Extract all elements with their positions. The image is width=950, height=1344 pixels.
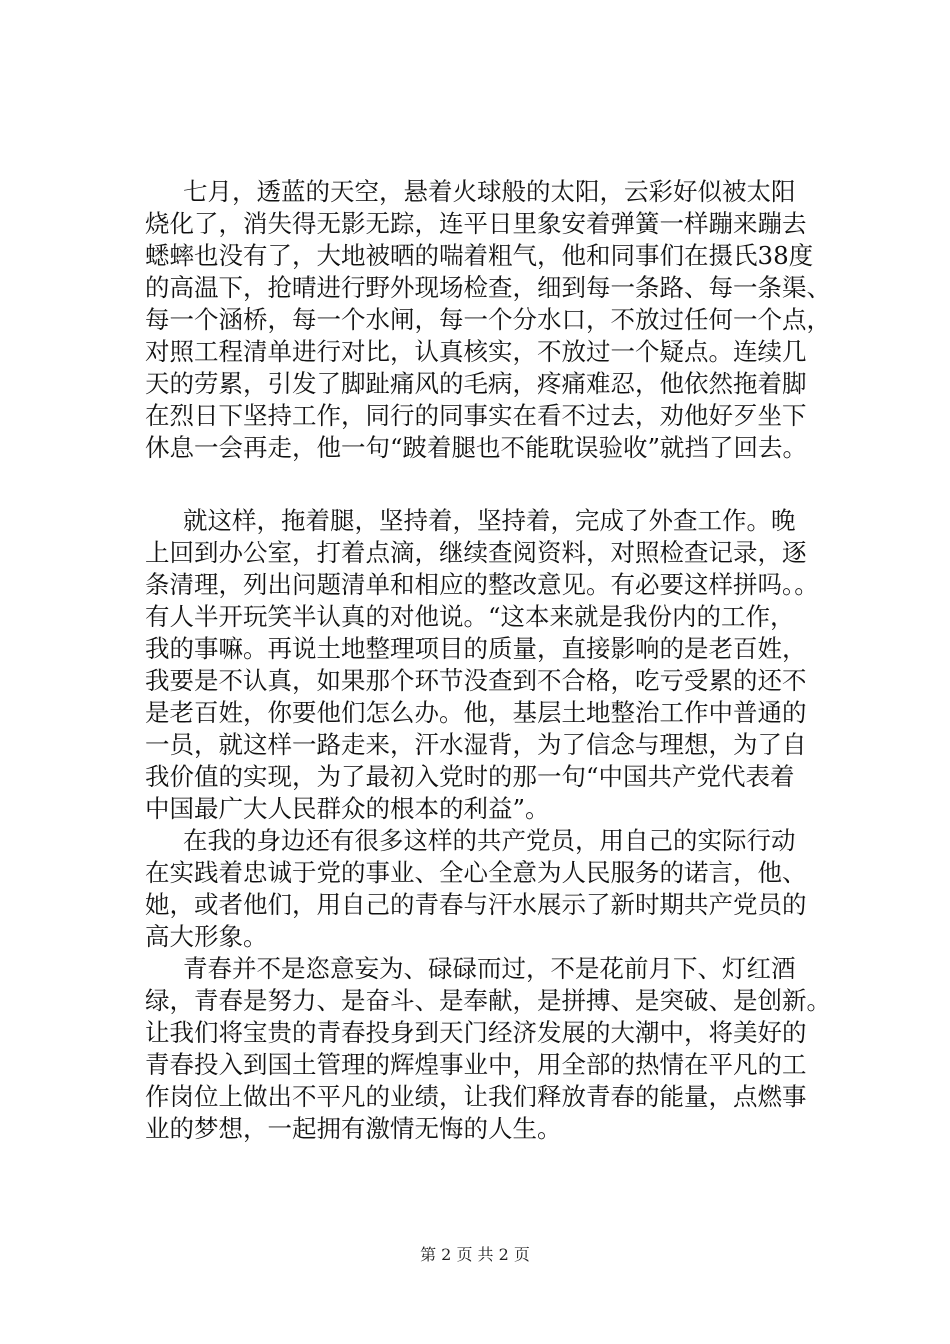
- text-line: 业的梦想，一起拥有激情无悔的人生。: [145, 1114, 562, 1143]
- paragraph: [145, 825, 805, 953]
- text-line: 天的劳累，引发了脚趾痛风的毛病，疼痛难忍，他依然拖着脚: [145, 369, 807, 398]
- text-line: 让我们将宝贵的青春投身到天门经济发展的大潮中，将美好的: [145, 1018, 807, 1047]
- text-line: 就这样，拖着腿，坚持着，坚持着，完成了外查工作。晚: [183, 506, 796, 535]
- text-line: 七月，透蓝的天空，悬着火球般的太阳，云彩好似被太阳: [183, 177, 796, 206]
- text-line: 有人半开玩笑半认真的对他说。“这本来就是我份内的工作，: [145, 602, 795, 631]
- text-line: 一员，就这样一路走来，汗水湿背，为了信念与理想，为了自: [145, 730, 807, 759]
- paragraph: [145, 176, 831, 464]
- text-line: 我价值的实现，为了最初入党时的那一句“中国共产党代表着: [145, 762, 795, 791]
- document-body: [145, 176, 831, 1145]
- text-line: 作岗位上做出不平凡的业绩，让我们释放青春的能量，点燃事: [145, 1082, 807, 1111]
- text-line: 我的事嘛。再说土地整理项目的质量，直接影响的是老百姓，: [145, 634, 807, 663]
- text-line: 的高温下，抢晴进行野外现场检查，细到每一条路、每一条渠、: [145, 273, 831, 302]
- page-number-footer: 第 2 页 共 2 页: [420, 1245, 530, 1264]
- text-line: 是老百姓，你要他们怎么办。他，基层土地整治工作中普通的: [145, 698, 807, 727]
- text-line: 休息一会再走，他一句“跛着腿也不能耽误验收”就挡了回去。: [145, 433, 808, 462]
- text-line: 她，或者他们，用自己的青春与汗水展示了新时期共产党员的: [145, 890, 807, 919]
- text-line: 对照工程清单进行对比，认真核实，不放过一个疑点。连续几: [145, 337, 807, 366]
- text-line: 条清理，列出问题清单和相应的整改意见。有必要这样拼吗。。: [145, 570, 819, 599]
- text-line: 烧化了，消失得无影无踪，连平日里象安着弹簧一样蹦来蹦去: [145, 209, 807, 238]
- paragraph: [145, 505, 819, 825]
- text-line: 在实践着忠诚于党的事业、全心全意为人民服务的诺言，他、: [145, 858, 807, 887]
- text-line: 上回到办公室，打着点滴，继续查阅资料，对照检查记录，逐: [145, 538, 807, 567]
- text-line: 青春投入到国土管理的辉煌事业中，用全部的热情在平凡的工: [145, 1050, 807, 1079]
- text-line: 中国最广大人民群众的根本的利益”。: [145, 794, 550, 823]
- paragraph: [145, 953, 831, 1145]
- text-line: 青春并不是恣意妄为、碌碌而过，不是花前月下、灯红酒: [183, 954, 796, 983]
- text-line: 每一个涵桥，每一个水闸，每一个分水口，不放过任何一个点，: [145, 305, 831, 334]
- text-line: 高大形象。: [145, 922, 268, 951]
- text-line: 绿，青春是努力、是奋斗、是奉献，是拼搏、是突破、是创新。: [145, 986, 831, 1015]
- paragraph-spacer: [145, 464, 805, 505]
- text-line: 在烈日下坚持工作，同行的同事实在看不过去，劝他好歹坐下: [145, 401, 807, 430]
- text-line: 在我的身边还有很多这样的共产党员，用自己的实际行动: [183, 826, 796, 855]
- text-line: 蟋蟀也没有了，大地被晒的喘着粗气，他和同事们在摄氏38度: [145, 241, 814, 270]
- text-line: 我要是不认真，如果那个环节没查到不合格，吃亏受累的还不: [145, 666, 807, 695]
